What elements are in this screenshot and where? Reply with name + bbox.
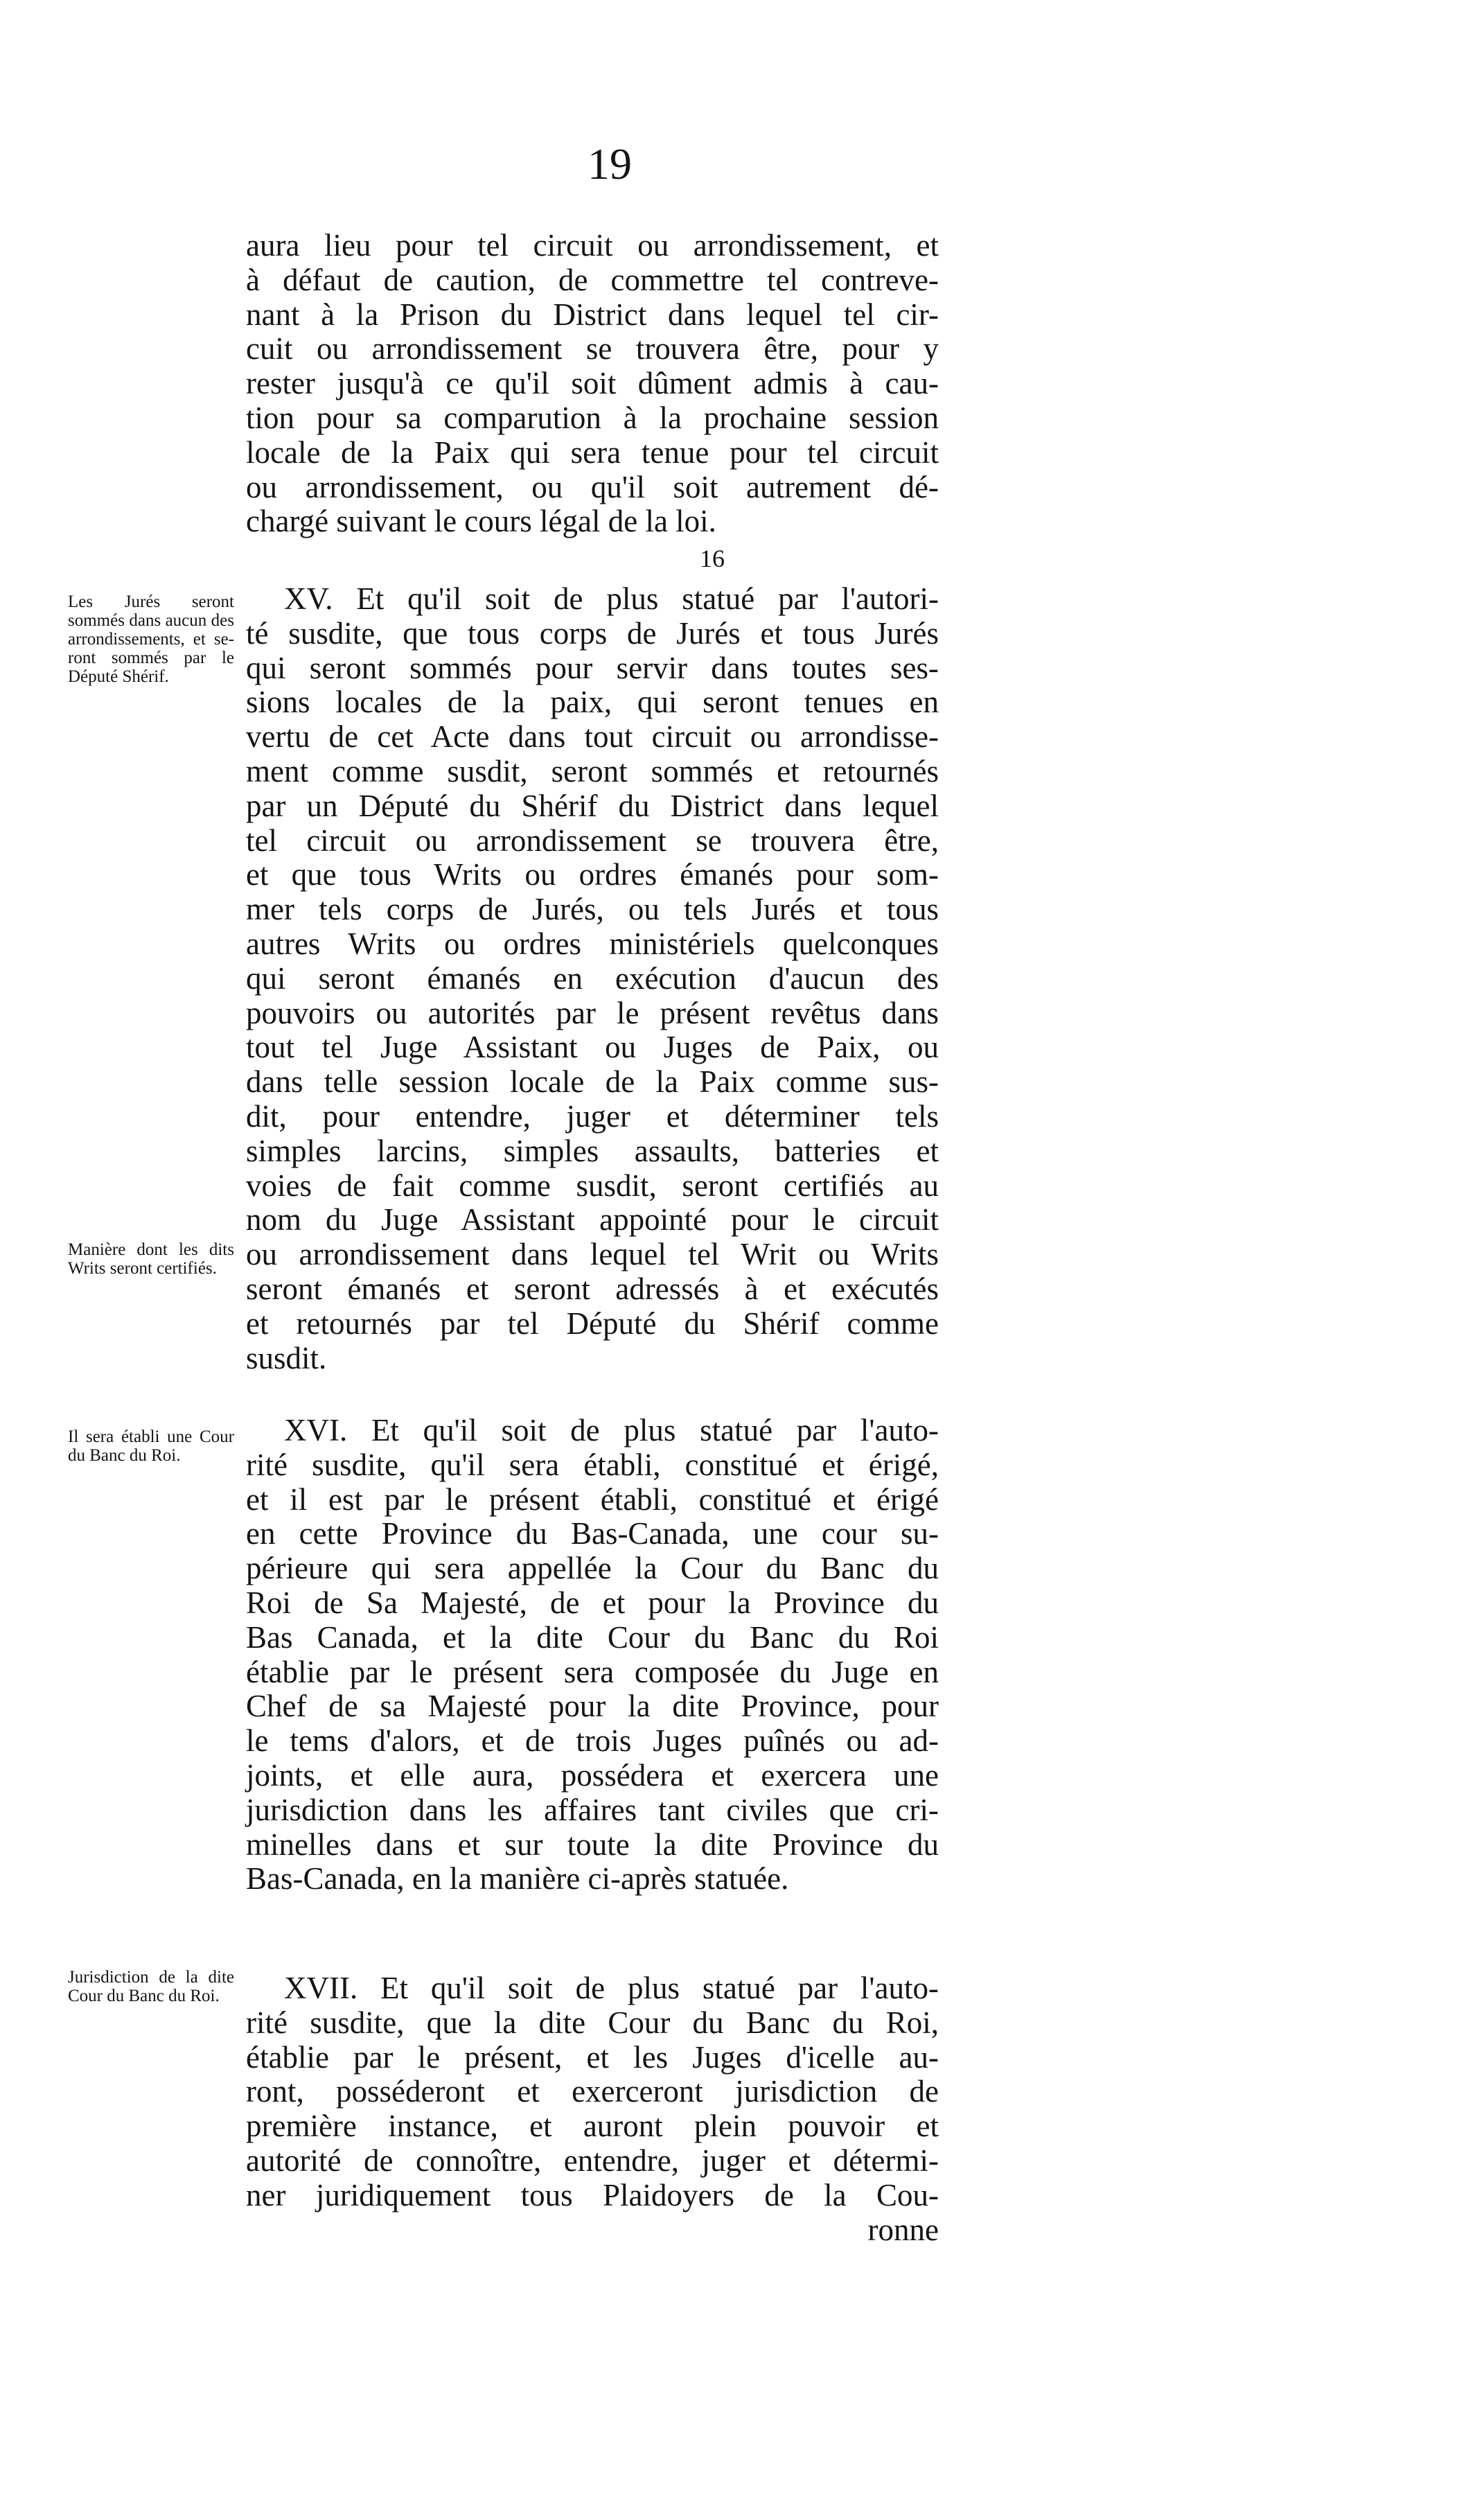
margin-note-cour-banc: Il sera établi une Cour du Banc du Roi. [68,1427,234,1465]
section-xvi [246,1414,939,1897]
text-line: Chef de sa Majesté pour la dite Province, pour [246,1689,939,1724]
text-line: XVI. Et qu'il soit de plus statué par l'auto- [284,1413,939,1448]
text-line: périeure qui sera appellée la Cour du Banc du [246,1551,939,1586]
text-line: établie par le présent sera composée du Juge en [246,1654,939,1689]
catchword: ronne [867,2212,939,2247]
text-line: XVII. Et qu'il soit de plus statué par l'auto- [284,1971,939,2005]
text-line: simples larcins, simples assaults, batteries et [246,1133,939,1168]
text-line: rester jusqu'à ce qu'il soit dûment admis à cau- [246,366,939,401]
section-xvii [246,1971,939,2247]
text-line: le tems d'alors, et de trois Juges puînés ou ad- [246,1723,939,1759]
text-line: aura lieu pour tel circuit ou arrondissement, et [246,228,939,263]
text-line: tel circuit ou arrondissement se trouvera être, [246,823,939,858]
text-line: ront, posséderont et exerceront jurisdiction de [246,2074,939,2109]
text-line: dit, pour entendre, juger et déterminer tels [246,1098,939,1134]
paragraph-continuation [246,229,939,539]
text-line: rité susdite, qu'il sera établi, constitué et érigé, [246,1447,939,1482]
text-line: première instance, et auront plein pouvoir et [246,2109,939,2144]
text-line: ner juridiquement tous Plaidoyers de la Cou- [246,2177,939,2213]
text-line: nant à la Prison du District dans lequel tel cir- [246,297,939,332]
text-line: par un Député du Shérif du District dans lequel [246,788,939,823]
text-line: vertu de cet Acte dans tout circuit ou arrondisse- [246,719,939,755]
text-line: Roi de Sa Majesté, de et pour la Province du [246,1585,939,1620]
text-line: à défaut de caution, de commettre tel contreve- [246,262,939,297]
text-line: ou arrondissement, ou qu'il soit autrement dé- [246,469,939,504]
text-line: rité susdite, que la dite Cour du Banc du Roi, [246,2005,939,2040]
text-line: sions locales de la paix, qui seront tenues en [246,685,939,720]
text-line: susdit. [246,1340,327,1375]
text-line: autres Writs ou ordres ministériels quelconques [246,926,939,961]
text-line: seront émanés et seront adressés à et exécutés [246,1271,939,1306]
text-line: pouvoirs ou autorités par le présent revêtus dans [246,995,939,1030]
text-line: joints, et elle aura, possédera et exercera une [246,1757,939,1793]
text-line: et retournés par tel Député du Shérif comme [246,1305,939,1341]
text-line: et que tous Writs ou ordres émanés pour som- [246,857,939,892]
margin-note-writs: Manière dont les dits Writs seront certifiés. [68,1240,234,1278]
section-xv [246,582,939,1375]
text-line: Bas Canada, et la dite Cour du Banc du Roi [246,1619,939,1655]
text-line: qui seront émanés en exécution d'aucun des [246,960,939,996]
page-number: 19 [588,139,632,188]
text-line: cuit ou arrondissement se trouvera être, pour y [246,331,939,367]
text-line: locale de la Paix qui sera tenue pour tel circuit [246,434,939,470]
text-line: dans telle session locale de la Paix comme sus- [246,1064,939,1100]
margin-note-jurisdiction: Jurisdiction de la dite Cour du Banc du Roi. [68,1968,234,2005]
margin-note-jures: Les Jurés seront sommés dans aucun des arrondissements, et seront sommés par le Député Shérif. [68,592,234,686]
text-line: tout tel Juge Assistant ou Juges de Paix, ou [246,1030,939,1065]
text-line: nom du Juge Assistant appointé pour le circuit [246,1202,939,1238]
text-line: qui seront sommés pour servir dans toutes ses- [246,650,939,685]
handwritten-mark: 16 [700,545,725,572]
text-line: et il est par le présent établi, constitué et érigé [246,1481,939,1517]
text-line: tion pour sa comparution à la prochaine session [246,400,939,435]
text-line: jurisdiction dans les affaires tant civiles que cri- [246,1792,939,1827]
text-line: ment comme susdit, seront sommés et retournés [246,753,939,789]
text-line: mer tels corps de Jurés, ou tels Jurés et tous [246,892,939,927]
text-line: voies de fait comme susdit, seront certifiés au [246,1168,939,1203]
text-line: autorité de connoître, entendre, juger et détermi- [246,2143,939,2178]
text-line: minelles dans et sur toute la dite Province du [246,1827,939,1862]
text-line: établie par le présent, et les Juges d'icelle au- [246,2039,939,2075]
text-line: ou arrondissement dans lequel tel Writ ou Writs [246,1237,939,1272]
text-line: chargé suivant le cours légal de la loi. [246,504,716,539]
text-line: XV. Et qu'il soit de plus statué par l'autori- [284,581,939,616]
text-line: en cette Province du Bas-Canada, une cour su- [246,1516,939,1551]
text-line: Bas-Canada, en la manière ci-après statuée. [246,1861,789,1897]
text-line: té susdite, que tous corps de Jurés et tous Jurés [246,615,939,651]
